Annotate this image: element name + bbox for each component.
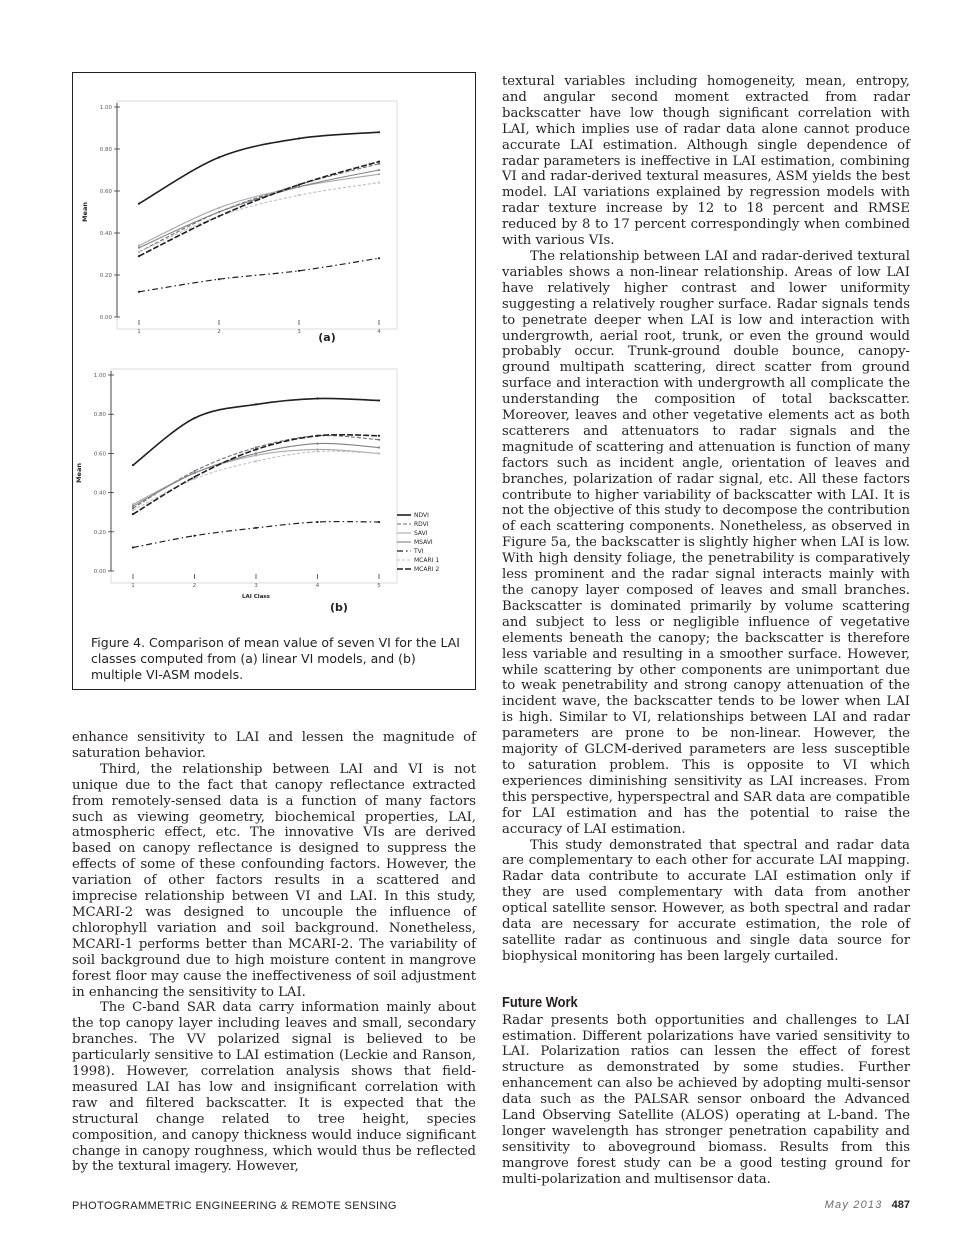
series-line-ndvi	[139, 132, 379, 203]
x-tick-label: 4	[315, 583, 320, 589]
paragraph: The relationship between LAI and radar-derived textural variables shows a non-linear relationship. Areas of low LAI have relatively higher contrast and lower uniformity suggesting a relatively rougher surface. Radar signals tends to penetrate deeper when LAI is low and interaction with undergrowth, aerial root, trunk, or even the ground would probably occur. Trunk-ground double bounce, canopy-ground multipath scattering, direct scatter from ground surface and interaction with undergrowth all complicate the understanding the composition of total backscatter. Moreover, leaves and other vegetative elements act as both scatterers and attenuators to radar signals and the magnitude of scattering and attenuation is function of many factors such as incident angle, orientation of leaves and branches, polarization of radar signal, etc. All these factors contribute to higher variability of backscatter with LAI. It is not the objective of this study to decompose the contribution of each scattering components. Nonetheless, as observed in Figure 5a, the backscatter is slightly higher when LAI is low. With high density foliage, the penetrability is comparatively less prominent and the radar signal interacts mainly with the canopy layer composed of leaves and small branches. Backscatter is dominated primarily by volume scattering and subject to less or negligible influence of vegetative elements beneath the canopy; the backscatter is therefore less variable and resulting in a smoother surface. However, while scattering by other components are unimportant due to weak penetrability and strong canopy attenuation of the incident wave, the backscatter tends to be lower when LAI is high. Similar to VI, relationships between LAI and radar parameters are prone to be non-linear. However, the majority of GLCM-derived parameters are less susceptible to saturation problem. This is opposite to VI which experiences diminishing sensitivity as LAI increases. From this perspective, hyperspectral and SAR data are compatible for LAI estimation and has the potential to raise the accuracy of LAI estimation.	[502, 248, 910, 837]
data-point	[218, 278, 220, 280]
figure-4	[72, 72, 476, 690]
data-point	[138, 291, 140, 293]
series-line-tvi	[133, 522, 379, 548]
legend-entry: MCARI 1	[414, 557, 440, 565]
data-point	[255, 454, 257, 456]
right-text-column	[502, 74, 910, 1188]
x-tick-label: 3	[254, 583, 258, 589]
page-number: 487	[891, 1199, 910, 1211]
data-point	[378, 435, 380, 437]
series-line-mcari-1	[133, 451, 379, 510]
y-tick-label: 0.40	[93, 490, 106, 497]
data-point	[316, 443, 318, 445]
data-point	[298, 270, 300, 272]
data-point	[378, 161, 380, 163]
data-point	[193, 478, 195, 480]
data-point	[378, 169, 380, 171]
data-point	[193, 476, 195, 478]
x-tick-label: 4	[377, 329, 381, 335]
data-point	[378, 399, 380, 401]
data-point	[218, 207, 220, 209]
chart-panel-b	[75, 365, 463, 615]
x-tick-label: 3	[297, 329, 301, 335]
data-point	[316, 450, 318, 452]
data-point	[255, 527, 257, 529]
legend-entry: MCARI 2	[414, 566, 440, 574]
data-point	[132, 507, 134, 509]
paragraph: textural variables including homogeneity, mean, entropy, and angular second moment extracted from radar backscatter have low though significant correlation with LAI, which implies use of radar data alone cannot produce accurate LAI estimation. Although single dependence of radar parameters is ineffective in LAI estimation, combining VI and radar-derived textural measures, ASM yields the best model. LAI variations explained by regression models with radar texture increase by 12 to 18 percent and RMSE reduced by 8 to 17 percent correspondingly when combined with various VIs.	[502, 74, 910, 249]
y-tick-label: 0.80	[99, 147, 112, 153]
y-tick-label: 0.20	[99, 273, 112, 279]
y-tick-label: 0.00	[93, 569, 106, 575]
y-tick-label: 0.40	[99, 231, 112, 237]
data-point	[132, 503, 134, 505]
data-point	[138, 255, 140, 257]
panel-b-label: (b)	[330, 601, 348, 614]
section-heading-future-work: Future Work	[502, 993, 578, 1011]
panel-a-label: (a)	[318, 331, 336, 344]
data-point	[316, 521, 318, 523]
paragraph: This study demonstrated that spectral and radar data are complementary to each other for accurate LAI mapping. Radar data contribute to accurate LAI estimation only if they are used complementary with data from another optical satellite sensor. However, as both spectral and radar data are necessary for accurate estimation, the role of satellite radar as continuous and single data source for biophysical monitoring has been largely curtailed.	[502, 837, 910, 964]
y-tick-label: 1.00	[99, 105, 112, 111]
data-point	[378, 182, 380, 184]
series-line-mcari-2	[139, 162, 379, 257]
paragraph: Third, the relationship between LAI and VI is not unique due to the fact that canopy reflectance extracted from remotely-sensed data is a function of many factors such as viewing geometry, biochemical properties, LAI, atmospheric effect, etc. The innovative VIs are derived based on canopy reflectance is designed to suppress the effects of some of these confounding factors. However, the variation of other factors results in a scattered and imprecise relationship between VI and LAI. In this study, MCARI-2 was designed to uncouple the influence of chlorophyll variation and soil background. Nonetheless, MCARI-1 performs better than MCARI-2. The variability of soil background due to high moisture content in mangrove forest floor may cause the ineffectiveness of soil adjustment in enhancing the sensitivity to LAI.	[72, 761, 476, 1000]
data-point	[132, 505, 134, 507]
data-point	[138, 251, 140, 253]
x-axis-label: LAI Class	[242, 594, 270, 600]
paragraph: enhance sensitivity to LAI and lessen the magnitude of saturation behavior.	[72, 730, 476, 761]
data-point	[218, 211, 220, 213]
data-point	[255, 460, 257, 462]
series-line-mcari-1	[139, 183, 379, 252]
y-tick-label: 0.60	[99, 189, 112, 195]
data-point	[138, 203, 140, 205]
legend-entry: NDVI	[414, 512, 429, 520]
data-point	[132, 513, 134, 515]
y-tick-label: 0.80	[93, 412, 106, 419]
data-point	[193, 417, 195, 419]
data-point	[298, 186, 300, 188]
series-line-savi	[139, 174, 379, 245]
x-tick-label: 5	[377, 583, 381, 589]
data-point	[132, 509, 134, 511]
data-point	[316, 397, 318, 399]
data-point	[193, 535, 195, 537]
series-line-savi	[133, 449, 379, 504]
paragraph: The C-band SAR data carry information mainly about the top canopy layer including leaves and small, secondary branches. The VV polarized signal is believed to be particularly sensitive to LAI estimation (Leckie and Ranson, 1998). However, correlation analysis shows that field-measured LAI has low and insignificant correlation with raw and filtered backscatter. It is expected that the structural change related to tree height, species composition, and canopy thickness would induce significant change in canopy roughness, which would thus be reflected by the textural imagery. However,	[72, 1000, 476, 1175]
data-point	[138, 245, 140, 247]
paragraph: Radar presents both opportunities and challenges to LAI estimation. Different polarizations have varied sensitivity to LAI. Polarization ratios can lessen the effect of forest structure as demonstrated by some studies. Further enhancement can also be achieved by adopting multi-sensor data such as the PALSAR sensor onboard the Advanced Land Observing Satellite (ALOS) operating at L-band. The longer wavelength has stronger penetration capability and sensitivity to aboveground biomass. Results from this mangrove forest study can be a good testing ground for multi-polarization and multisensor data.	[502, 1012, 910, 1187]
legend-entry: SAVI	[414, 530, 428, 538]
x-tick-label: 2	[192, 583, 197, 589]
data-point	[298, 194, 300, 196]
data-point	[378, 521, 380, 523]
footer-page-info	[825, 1199, 910, 1211]
data-point	[378, 439, 380, 441]
y-axis-label: Mean	[81, 202, 89, 222]
data-point	[378, 173, 380, 175]
data-point	[132, 546, 134, 548]
data-point	[255, 448, 257, 450]
y-tick-label: 0.60	[93, 451, 106, 458]
footer-date: May 2013	[824, 1199, 883, 1211]
y-tick-label: 1.00	[93, 373, 106, 379]
data-point	[255, 403, 257, 405]
data-point	[193, 472, 195, 474]
plot-frame	[117, 101, 397, 329]
data-point	[378, 131, 380, 133]
y-tick-label: 0.00	[99, 315, 112, 321]
data-point	[132, 464, 134, 466]
x-tick-label: 1	[131, 583, 135, 589]
data-point	[298, 184, 300, 186]
y-tick-label: 0.20	[93, 529, 106, 536]
series-line-tvi	[139, 258, 379, 292]
data-point	[378, 163, 380, 165]
left-text-column	[72, 730, 476, 1175]
data-point	[378, 257, 380, 259]
plot-frame	[111, 369, 397, 583]
data-point	[298, 137, 300, 139]
figure-caption: Figure 4. Comparison of mean value of seven VI for the LAI classes computed from (a) linear VI models, and (b) multiple VI-ASM models.	[91, 635, 460, 682]
data-point	[316, 435, 318, 437]
data-point	[138, 247, 140, 249]
data-point	[218, 156, 220, 158]
data-point	[378, 452, 380, 454]
data-point	[255, 446, 257, 448]
legend-entry: TVI	[414, 548, 424, 556]
y-axis-label: Mean	[75, 463, 83, 483]
data-point	[378, 446, 380, 448]
data-point	[193, 470, 195, 472]
footer-journal-name: PHOTOGRAMMETRIC ENGINEERING & REMOTE SENSING	[72, 1200, 397, 1212]
legend-entry: RDVI	[414, 521, 429, 529]
data-point	[316, 448, 318, 450]
x-tick-label: 2	[217, 329, 221, 335]
legend-entry: MSAVI	[414, 539, 433, 547]
data-point	[255, 452, 257, 454]
x-tick-label: 1	[137, 329, 141, 335]
chart-panel-a	[81, 97, 463, 349]
data-point	[218, 215, 220, 217]
